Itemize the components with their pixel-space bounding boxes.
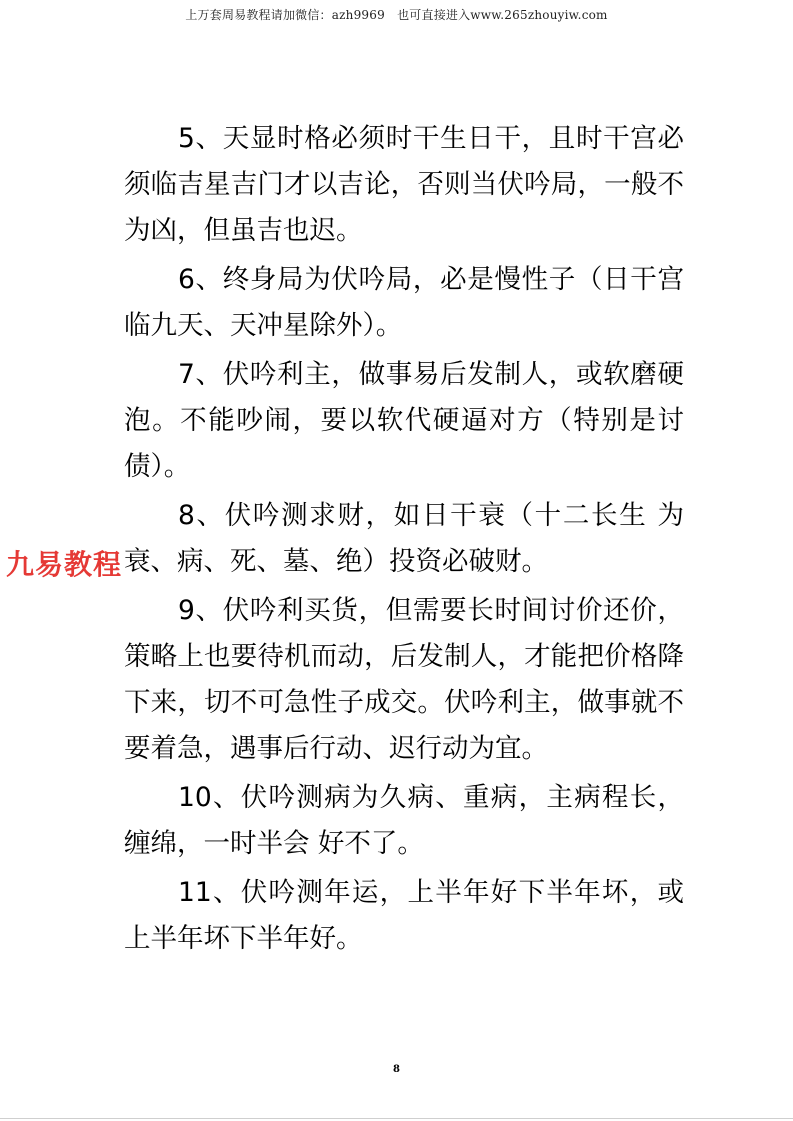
page-header: 上万套周易教程请加微信：azh9969 也可直接进入www.265zhouyiw.com <box>185 8 608 22</box>
paragraph-item-6: 6、终身局为伏吟局，必是慢性子（日干宫临九天、天冲星除外）。 <box>124 264 684 341</box>
paragraph-item-9: 9、伏吟利买货，但需要长时间讨价还价，策略上也要待机而动，后发制人，才能把价格降下来，切不可急性子成交。伏吟利主，做事就不要着急，遇事后行动、迟行动为宜。 <box>124 595 684 764</box>
paragraph-item-10: 10、伏吟测病为久病、重病，主病程长，缠绵，一时半会 好不了。 <box>124 782 684 859</box>
bottom-divider <box>0 1118 793 1119</box>
paragraph-item-7: 7、伏吟利主，做事易后发制人，或软磨硬泡。不能吵闹，要以软代硬逼对方（特别是讨债）。 <box>124 359 684 482</box>
document-body <box>124 116 684 965</box>
watermark-logo: 九易教程 <box>6 548 123 581</box>
paragraph-item-5: 5、天显时格必须时干生日干，且时干宫必须临吉星吉门才以吉论，否则当伏吟局，一般不为凶，但虽吉也迟。 <box>124 123 684 246</box>
page-number: 8 <box>393 1064 400 1075</box>
paragraph-item-8: 8、伏吟测求财，如日干衰（十二长生 为衰、病、死、墓、绝）投资必破财。 <box>124 500 684 577</box>
paragraph-item-11: 11、伏吟测年运，上半年好下半年坏，或上半年坏下半年好。 <box>124 877 684 954</box>
